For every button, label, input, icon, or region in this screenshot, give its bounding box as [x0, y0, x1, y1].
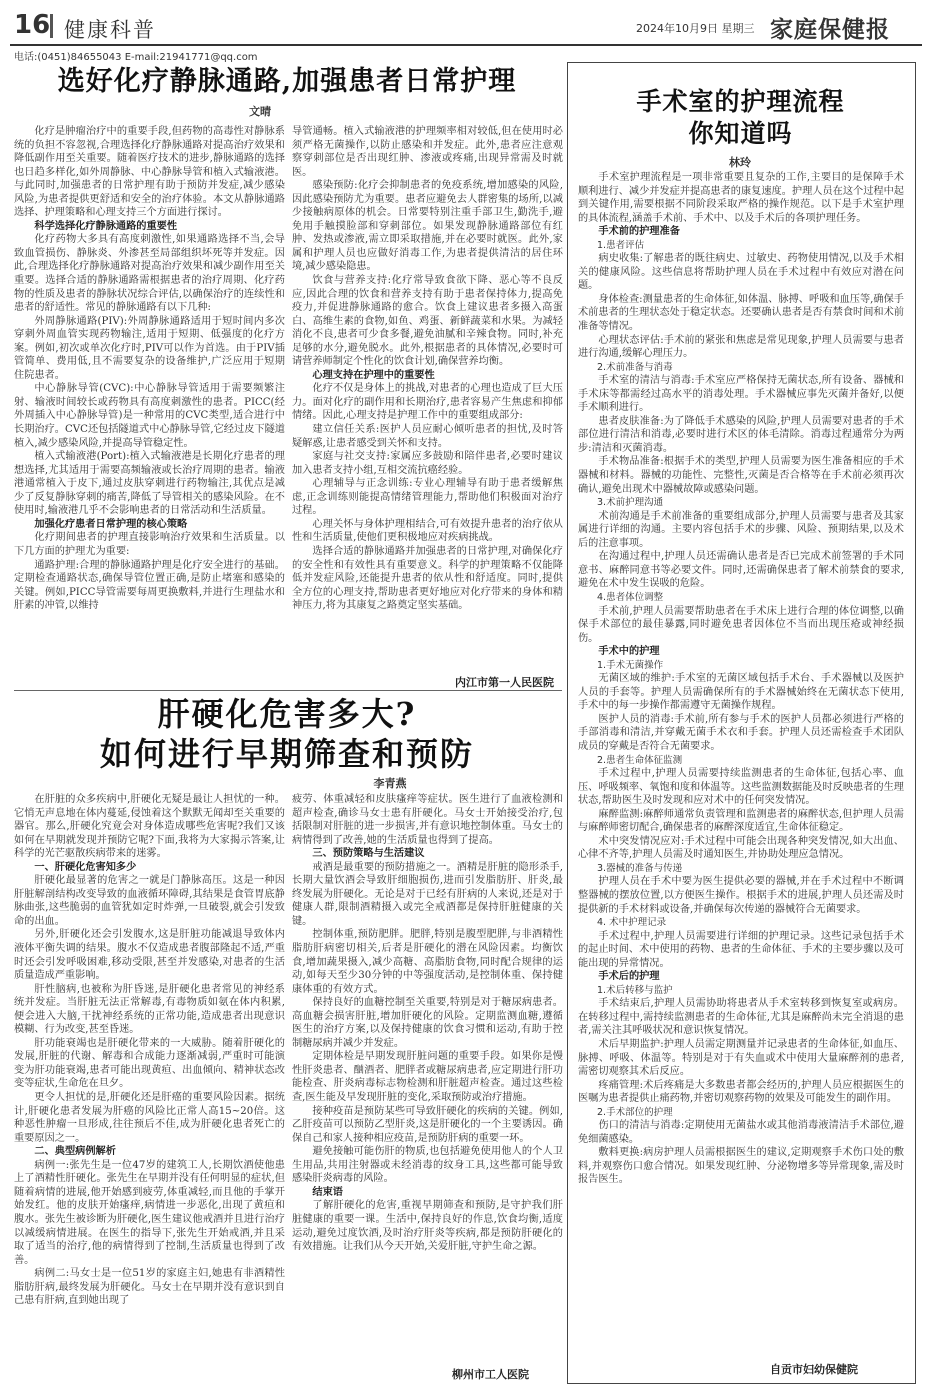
- paragraph: 伤口的清洁与消毒:定期使用无菌盐水或其他消毒液清洁手术部位,避免细菌感染。: [578, 1120, 904, 1145]
- article2-author: 李青燕: [373, 777, 407, 790]
- paragraph: 手术室护理流程是一项非常重要且复杂的工作,主要目的是保障手术顺利进行、减少并发症并提高患者的康复速度。护理人员在这个过程中起到关键作用,需要根据不同阶段采取严格的操作规范。以下是手术室护理的具体流程,涵盖手术前、手术中、以及手术后的各项护理任务。: [578, 172, 904, 224]
- subheading: 手术后的护理: [598, 971, 660, 983]
- sub-subheading: 2.患者生命体征监测: [597, 754, 683, 766]
- paragraph: 护理人员在手术中要为医生提供必要的器械,并在手术过程中不断调整器械的摆放位置,以方便医生操作。根据手术的进展,护理人员还需及时提供新的手术材料或设备,并确保每次传递的器械符合无菌要求。: [578, 876, 904, 915]
- paragraph: 戒酒是最重要的预防措施之一。酒精是肝脏的隐形杀手,长期大量饮酒会导致肝细胞损伤,进而引发脂肪肝、肝炎,最终发展为肝硬化。无论是对于已经有肝病的人来说,还是对于健康人群,限制酒精摄入或完全戒酒都是保持肝脏健康的关键。: [292, 861, 563, 927]
- sub-subheading: 4.患者体位调整: [597, 591, 664, 603]
- paragraph: 术前沟通是手术前准备的重要组成部分,护理人员需要与患者及其家属进行详细的沟通。主要内容包括手术的步骤、风险、预期结果,以及术后的注意事项。: [578, 510, 904, 549]
- article3-author: 林玲: [729, 156, 751, 169]
- article2-source: 柳州市工人医院: [452, 1368, 529, 1381]
- paragraph: 身体检查:测量患者的生命体征,如体温、脉搏、呼吸和血压等,确保手术前患者的生理状态处于稳定状态。还要确认患者是否有禁食时间和术前准备等情况。: [578, 293, 904, 333]
- paragraph: 更令人担忧的是,肝硬化还是肝癌的重要风险因素。据统计,肝硬化患者发展为肝癌的风险比正常人高15~20倍。这种恶性肿瘤一旦形成,往往预后不佳,成为肝硬化患者死亡的重要原因之一。: [14, 1092, 285, 1144]
- paragraph: 外周静脉通路(PIV):外周静脉通路适用于短时间内多次穿刺外周血管实现药物输注,适用于短期、低强度的化疗方案。例如,初次或单次化疗时,PIV可以作为首选。由于PIV插管简单、费用低,且不需要复杂的设备维护,广泛应用于短期住院患者。: [14, 315, 285, 381]
- paragraph: 患者皮肤准备:为了降低手术感染的风险,护理人员需要对患者的手术部位进行清洁和消毒,必要时进行术区的体毛清除。消毒过程通常分为两步:清洁和灭菌消毒。: [578, 415, 904, 454]
- paragraph: 化疗不仅是身体上的挑战,对患者的心理也造成了巨大压力。面对化疗的副作用和长期治疗,患者容易产生焦虑和抑郁情绪。因此,心理支持是护理工作中的重要组成部分:: [292, 383, 563, 422]
- paragraph: 肝硬化最显著的危害之一就是门静脉高压。这是一种因肝脏解剖结构改变导致的血液循环障碍,其结果是食管胃底静脉曲张,这些脆弱的血管犹如定时炸弹,一旦破裂,就会引发致命的出血。: [14, 875, 285, 927]
- paragraph: 心理关怀与身体护理相结合,可有效提升患者的治疗依从性和生活质量,使他们更积极地应对疾病挑战。: [292, 518, 563, 544]
- subheading: 心理支持在护理中的重要性: [312, 369, 435, 381]
- paragraph: 接种疫苗是预防某些可导致肝硬化的疾病的关键。例如,乙肝疫苗可以预防乙型肝炎,这是肝硬化的一个主要诱因。确保自己和家人接种相应疫苗,是预防肝病的重要一环。: [292, 1105, 563, 1144]
- subheading: 一、肝硬化危害知多少: [34, 861, 137, 873]
- paragraph: 术后早期监护:护理人员需定期测量并记录患者的生命体征,如血压、脉搏、呼吸、体温等。特别是对于有失血或术中使用大量麻醉剂的患者,需密切观察其术后反应。: [578, 1039, 904, 1078]
- sub-subheading: 4. 术中护理记录: [597, 917, 667, 929]
- sub-subheading: 3.器械的准备与传递: [597, 862, 683, 874]
- paragraph: 饮食与营养支持:化疗常导致食欲下降、恶心等不良反应,因此合理的饮食和营养支持有助于患者保持体力,提高免疫力,并促进静脉通路的愈合。饮食上建议患者多摄入高蛋白、高维生素的食物,如鱼、鸡蛋、新鲜蔬菜和水果。为减轻消化不良,患者可少食多餐,避免油腻和辛辣食物。同时,补充足够的水分,避免脱水。此外,根据患者的具体情况,必要时可请营养师制定个性化的饮食计划,确保营养均衡。: [292, 275, 563, 368]
- article1-source: 内江市第一人民医院: [455, 676, 554, 689]
- section-title: 健康科普: [64, 18, 156, 42]
- paragraph: 另外,肝硬化还会引发腹水,这是肝脏功能减退导致体内液体平衡失调的结果。腹水不仅造成患者腹部隆起不适,严重时还会引发呼吸困难,移动受限,甚至并发感染,对患者的生活质量造成严重影响。: [14, 929, 285, 982]
- paragraph: 术中突发情况应对:手术过程中可能会出现各种突发情况,如大出血、心律不齐等,护理人员需及时通知医生,并协助处理应急情况。: [578, 835, 904, 861]
- paragraph: 化疗期间患者的护理直接影响治疗效果和生活质量。以下几方面的护理尤为重要:: [14, 532, 285, 557]
- paragraph: 病例一:张先生是一位47岁的建筑工人,长期饮酒使他患上了酒精性肝硬化。张先生在早期并没有任何明显的症状,但随着病情的进展,他开始感到疲劳,体重减轻,而且他的手掌开始发红。他的皮肤开始瘙痒,病情进一步恶化,出现了黄疸和腹水。张先生被诊断为肝硬化,医生建议他戒酒并且进行治疗以减缓病情进展。在医生的指导下,张先生开始戒酒,并且采取了适当的治疗,他的病情得到了控制,生活质量也得到了改善。: [14, 1159, 285, 1266]
- paragraph: 保持良好的血糖控制至关重要,特别是对于糖尿病患者。高血糖会损害肝脏,增加肝硬化的风险。定期监测血糖,遵循医生的治疗方案,以及保持健康的饮食习惯和运动,有助于控制糖尿病并减少并发症。: [292, 997, 563, 1049]
- paragraph: 手术前,护理人员需要帮助患者在手术床上进行合理的体位调整,以确保手术部位的最佳暴露,同时避免患者因体位不当而出现压疮或神经损伤。: [578, 605, 904, 644]
- contact-line: 电话:(0451)84655043 E-mail:21941771@qq.com: [14, 52, 258, 63]
- paragraph: 避免接触可能伤肝的物质,也包括避免使用他人的个人卫生用品,共用注射器或未经消毒的纹身工具,这些都可能导致感染肝炎病毒的风险。: [292, 1146, 563, 1185]
- paragraph: 手术结束后,护理人员需协助将患者从手术室转移到恢复室或病房。在转移过程中,需持续监测患者的生命体征,尤其是麻醉尚未完全消退的患者,需关注其呼吸状况和意识恢复情况。: [578, 998, 904, 1037]
- paragraph: 化疗是肿瘤治疗中的重要手段,但药物的高毒性对静脉系统的负担不容忽视,合理选择化疗静脉通路对提高治疗效果和降低副作用至关重要。随着医疗技术的进步,静脉通路的选择也日趋多样化,如外周静脉、中心静脉导管和植入式输液港。与此同时,加强患者的日常护理有助于预防并发症,减少感染风险,为患者提供更舒适和安全的治疗体验。本文从静脉通路选择、护理策略和心理支持三个方面进行探讨。: [14, 126, 285, 219]
- article3-source: 自贡市妇幼保健院: [770, 1363, 858, 1376]
- article3-title-line1: 手术室的护理流程: [636, 87, 845, 116]
- subheading: 手术前的护理准备: [598, 226, 680, 238]
- article2-column-2: [292, 793, 563, 1363]
- paragraph: 植入式输液港(Port):植入式输液港是长期化疗患者的理想选择,尤其适用于需要高频输液或长治疗周期的患者。输液港通常植入于皮下,通过皮肤穿刺进行药物输注,其优点是减少了反复静脉穿刺的痛苦,降低了导管相关的感染风险。在不使用时,输液港几乎不会影响患者的日常活动和生活质量。: [14, 451, 285, 517]
- page-number: 16: [14, 10, 51, 40]
- subheading: 加强化疗患者日常护理的核心策略: [34, 518, 188, 530]
- article2-title-line1: 肝硬化危害多大?: [157, 695, 417, 733]
- paragraph: 选择合适的静脉通路并加强患者的日常护理,对确保化疗的安全性和有效性具有重要意义。科学的护理策略不仅能降低并发症风险,还能提升患者的依从性和舒适度。同时,提供全方位的心理支持,帮助患者更好地应对化疗带来的身体和精神压力,将为其康复之路奠定坚实基础。: [292, 545, 563, 612]
- paragraph: 通路护理:合理的静脉通路护理是化疗安全进行的基础。定期检查通路状态,确保导管位置正确,是防止堵塞和感染的关键。例如,PICC导管需要每周更换敷料,并进行生理盐水和肝素的冲管,以维持: [14, 559, 285, 612]
- article-divider: [14, 690, 562, 691]
- article2-title-line2: 如何进行早期筛查和预防: [99, 735, 474, 773]
- paragraph: 导管通畅。植入式输液港的护理频率相对较低,但在使用时必须严格无菌操作,以防止感染和并发症。此外,患者应注意观察穿刺部位是否出现红肿、渗液或疼痛,出现异常需及时就医。: [292, 126, 563, 178]
- paragraph: 建立信任关系:医护人员应耐心倾听患者的担忧,及时答疑解惑,让患者感受到关怀和支持。: [292, 424, 563, 449]
- paragraph: 手术物品准备:根据手术的类型,护理人员需要为医生准备相应的手术器械和材料。器械的功能性、完整性,灭菌是否合格等在手术前必须再次确认,避免出现术中器械故障或感染问题。: [578, 456, 904, 495]
- paragraph: 敷料更换:病房护理人员需根据医生的建议,定期观察手术伤口处的敷料,并观察伤口愈合情况。如果发现红肿、分泌物增多等异常现象,需及时报告医生。: [578, 1147, 904, 1186]
- subheading: 结束语: [312, 1186, 343, 1198]
- paragraph: 定期体检是早期发现肝脏问题的重要手段。如果你是慢性肝炎患者、酗酒者、肥胖者或糖尿病患者,应定期进行肝功能检查、肝炎病毒标志物检测和肝脏超声检查。通过这些检查,医生能及早发现肝脏的变化,采取预防或治疗措施。: [292, 1051, 563, 1104]
- paragraph: 手术过程中,护理人员需要持续监测患者的生命体征,包括心率、血压、呼吸频率、氧饱和度和体温等。这些监测数据能及时反映患者的生理状态,帮助医生及时发现和应对术中的任何突发情况。: [578, 768, 904, 807]
- sub-subheading: 2.术前准备与消毒: [597, 361, 673, 373]
- sub-subheading: 2.手术部位的护理: [597, 1106, 673, 1118]
- paragraph: 疼痛管理:术后疼痛是大多数患者都会经历的,护理人员应根据医生的医嘱为患者提供止痛药物,并密切观察药物的效果及可能发生的副作用。: [578, 1079, 904, 1105]
- paragraph: 化疗药物大多具有高度刺激性,如果通路选择不当,会导致血管损伤、静脉炎、外渗甚至局部组织坏死等并发症。因此,合理选择化疗静脉通路对提高治疗效果和减少副作用至关重要。选择合适的静脉通路需根据患者的治疗周期、化疗药物的性质及患者的静脉状况综合评估,以确保治疗的连续性和患者的舒适性。常见的静脉通路有以下几种:: [14, 234, 285, 314]
- paragraph: 手术过程中,护理人员需要进行详细的护理记录。这些记录包括手术的起止时间、术中使用的药物、患者的生命体征、手术的主要步骤以及可能出现的异常情况。: [578, 930, 904, 969]
- paragraph: 在沟通过程中,护理人员还需确认患者是否已完成术前签署的手术同意书、麻醉同意书等必要文件。同时,还需确保患者了解术前禁食的要求,避免在术中发生误吸的危险。: [578, 551, 904, 590]
- subheading: 科学选择化疗静脉通路的重要性: [34, 220, 178, 232]
- paragraph: 控制体重,预防肥胖。肥胖,特别是腹型肥胖,与非酒精性脂肪肝病密切相关,后者是肝硬化的潜在风险因素。均衡饮食,增加蔬果摄入,减少高糖、高脂肪食物,同时配合规律的运动,如每天至少30分钟的中等强度活动,是控制体重、保持健康体重的有效方式。: [292, 929, 563, 995]
- sub-subheading: 1.手术无菌操作: [597, 659, 664, 671]
- paragraph: 肝性脑病,也被称为肝昏迷,是肝硬化患者常见的神经系统并发症。当肝脏无法正常解毒,有毒物质如氨在体内积累,便会进入大脑,干扰神经系统的正常功能,造成患者出现意识模糊、行为改变,甚至昏迷。: [14, 983, 285, 1036]
- masthead: [10, 8, 922, 46]
- sub-subheading: 3.术前护理沟通: [597, 497, 664, 509]
- paragraph: 心理辅导与正念训练:专业心理辅导有助于患者缓解焦虑,正念训练则能提高情绪管理能力,帮助他们积极面对治疗过程。: [292, 478, 563, 517]
- paragraph: 家庭与社交支持:家属应多鼓励和陪伴患者,必要时建议加入患者支持小组,互相交流抗癌经验。: [292, 451, 563, 476]
- masthead-divider: [50, 14, 53, 38]
- subheading: 二、典型病例解析: [34, 1146, 116, 1158]
- paragraph: 病例二:马女士是一位51岁的家庭主妇,她患有非酒精性脂肪肝病,最终发展为肝硬化。马女士在早期并没有意识到自己患有肝病,直到她出现了: [14, 1268, 285, 1307]
- paragraph: 了解肝硬化的危害,重视早期筛查和预防,是守护我们肝脏健康的重要一课。生活中,保持良好的作息,饮食均衡,适度运动,避免过度饮酒,及时治疗肝炎等疾病,都是预防肝硬化的有效措施。让我们从今天开始,关爱肝脏,守护生命之源。: [292, 1200, 563, 1253]
- issue-date: 2024年10月9日 星期三: [636, 22, 755, 35]
- paragraph: 中心静脉导管(CVC):中心静脉导管适用于需要频繁注射、输液时间较长或药物具有高度刺激性的患者。PICC(经外周插入中心静脉导管)是一种常用的CVC类型,适合进行中长期治疗。CVC还包括隧道式中心静脉导管,它经过皮下隧道植入,减少感染风险,并提高导管稳定性。: [14, 383, 285, 449]
- sub-subheading: 1.术后转移与监护: [597, 984, 673, 996]
- paragraph: 手术室的清洁与消毒:手术室应严格保持无菌状态,所有设备、器械和手术床等都需经过高水平的消毒处理。手术器械应事先灭菌并备好,以便手术顺利进行。: [578, 375, 904, 414]
- paper-name: 家庭保健报: [770, 16, 890, 43]
- article3-body: [578, 171, 904, 1361]
- paragraph: 麻醉监测:麻醉师通常负责管理和监测患者的麻醉状态,但护理人员需与麻醉师密切配合,确保患者的麻醉深度适宜,生命体征稳定。: [578, 808, 904, 834]
- paragraph: 在肝脏的众多疾病中,肝硬化无疑是最让人担忧的一种。它悄无声息地在体内蔓延,侵蚀着这个默默无闻却至关重要的器官。那么,肝硬化究竟会对身体造成哪些危害呢?我们又该如何在早期就发现并预防它呢?下面,我将为大家揭示答案,让科学的光芒驱散疾病带来的迷雾。: [14, 794, 285, 860]
- subheading: 三、预防策略与生活建议: [312, 848, 425, 860]
- paragraph: 医护人员的消毒:手术前,所有参与手术的医护人员都必须进行严格的手部消毒和清洁,并穿戴无菌手术衣和手套。护理人员还需检查手术团队成员的穿戴是否符合无菌要求。: [578, 713, 904, 752]
- paragraph: 肝功能衰竭也是肝硬化带来的一大威胁。随着肝硬化的发展,肝脏的代谢、解毒和合成能力逐渐减弱,严重时可能演变为肝功能衰竭,患者可能出现黄疸、出血倾向、精神状态改变等症状,生命危在旦夕。: [14, 1037, 285, 1090]
- article1-column-2: [292, 125, 563, 673]
- article3-title-line2: 你知道吗: [688, 119, 793, 148]
- subheading: 手术中的护理: [598, 646, 660, 658]
- article2-column-1: [14, 793, 285, 1385]
- sub-subheading: 1.患者评估: [597, 239, 645, 251]
- paragraph: 病史收集:了解患者的既往病史、过敏史、药物使用情况,以及手术相关的健康风险。这些信息将帮助护理人员在手术过程中有效应对潜在问题。: [578, 253, 904, 292]
- paragraph: 无菌区域的维护:手术室的无菌区域包括手术台、手术器械以及医护人员的手套等。护理人员需确保所有的手术器械始终在无菌状态下使用,手术中的每一步操作都需遵守无菌操作规程。: [578, 673, 904, 712]
- article1-author: 文晴: [249, 105, 271, 118]
- article1-title: 选好化疗静脉通路,加强患者日常护理: [57, 66, 517, 97]
- paragraph: 心理状态评估:手术前的紧张和焦虑是常见现象,护理人员需要与患者进行沟通,缓解心理压力。: [578, 334, 904, 360]
- article1-column-1: [14, 125, 285, 688]
- paragraph: 感染预防:化疗会抑制患者的免疫系统,增加感染的风险,因此感染预防尤为重要。患者应避免去人群密集的场所,以减少接触病原体的机会。日常要特别注重手部卫生,勤洗手,避免用手触摸脸部和穿刺部位。如果发现静脉通路部位有红肿、发热或渗液,需立即采取措施,并在必要时就医。此外,家属和护理人员也应做好消毒工作,为患者提供清洁的居住环境,减少感染隐患。: [292, 180, 563, 273]
- paragraph: 疲劳、体重减轻和皮肤瘙痒等症状。医生进行了血液检测和超声检查,确诊马女士患有肝硬化。马女士开始接受治疗,包括限制对肝脏的进一步损害,并有意识地控制体重。马女士的病情得到了改善,她的生活质量也得到了提高。: [292, 794, 563, 846]
